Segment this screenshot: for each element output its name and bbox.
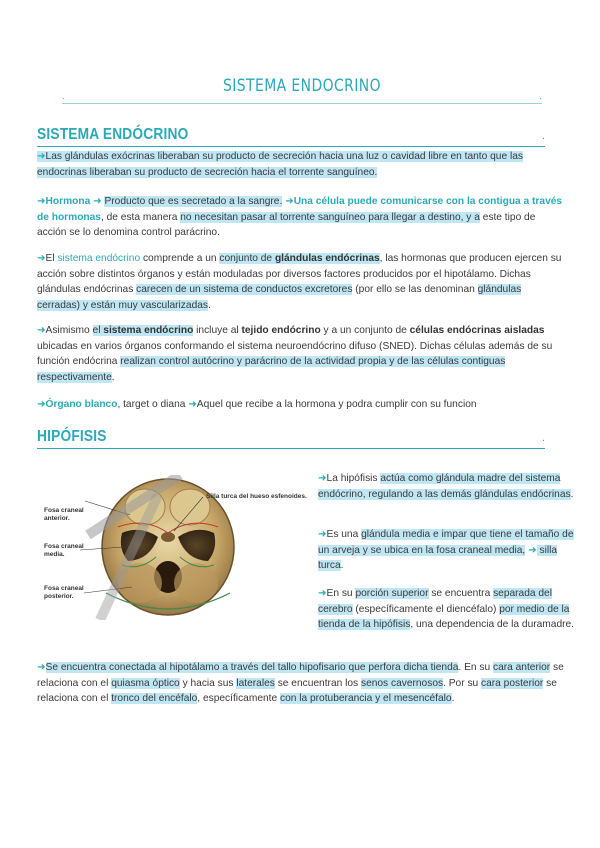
paragraph-glandula-media [318, 527, 576, 574]
arrow-right-icon: ➜ [318, 529, 327, 540]
p3-hl1-wrap [219, 253, 379, 264]
p6-hl3: quiasma óptico [111, 677, 180, 689]
p4-bold3: células endócrinas aisladas [409, 325, 545, 336]
heading-dot: . [541, 432, 545, 444]
p6-hl4: laterales [236, 677, 275, 689]
paragraph-glandulas [37, 149, 567, 180]
p4-bold1: sistema endócrino [103, 325, 194, 336]
p4-bold2: tejido endócrino [241, 325, 321, 336]
p3-f: . [208, 299, 211, 311]
p5-b: Aquel que recibe a la hormona y podra cumplir con su funcion [196, 399, 477, 410]
p6-e: . Por su [443, 677, 482, 689]
p4-a: Asimismo [45, 325, 93, 336]
title-row [62, 76, 542, 104]
r3-hl2: separada del cerebro [318, 588, 552, 615]
p6-b: se relaciona con el [37, 662, 564, 689]
page-title: SISTEMA ENDOCRINO [223, 76, 381, 96]
r2-hl1: glándula media e impar que tiene el tamaño de un arveja y se ubica en la fosa craneal media, [318, 529, 574, 556]
arrow-right-icon: ➜ [37, 196, 46, 207]
label-fosa-posterior: Fosa craneal posterior. [44, 585, 84, 600]
hormona-teal-text: Una célula puede comunicarse con la contigua a través de hormonas [37, 196, 563, 223]
arrow-right-icon: ➜ [37, 151, 46, 162]
arrow-right-icon: ➜ [37, 662, 46, 673]
p6-hl5: senos cavernosos [360, 677, 444, 689]
p5-a: , target o diana [117, 399, 189, 410]
p4-hl1-wrap [93, 325, 194, 336]
title-dot-left: . [62, 91, 65, 102]
p4-hl2: realizan control autócrino y parácrino de la actividad propia y de las células contiguas respectivamente [37, 356, 506, 383]
p6-hl7: tronco del encéfalo [111, 693, 198, 704]
label-fosa-anterior: Fosa craneal anterior. [44, 507, 84, 522]
heading-dot: . [541, 130, 545, 142]
p6-a: . En su [458, 662, 493, 673]
label-fosa-media: Fosa craneal media. [44, 543, 84, 558]
p4-d: ubicadas en varios órganos conformando el sistema neuroendócrino difuso (SNED). Dichas células además de su función endócrina [37, 340, 553, 367]
p6-g: , específicamente [197, 693, 280, 704]
section-heading-sistema-endocrino [37, 126, 545, 147]
r2-hl2: silla turca [318, 544, 558, 571]
paragraph-hipofisis-madre [318, 471, 576, 502]
p6-hl2: cara anterior [492, 662, 551, 673]
arrow-right-icon: ➜ [318, 588, 327, 599]
p6-f: se relaciona con el [37, 677, 557, 704]
label-silla-turca: Silla turca del hueso esfenoides. [206, 493, 307, 500]
p1-text: Las glándulas exócrinas liberaban su producto de secreción hacia una luz o cavidad libre en tanto que las endocrinas liberaban su producto de secreción hacia el torrente sanguíneo. [37, 151, 523, 178]
p3-hl3: glándulas cerradas) y están muy vascularizadas [37, 284, 522, 311]
skull-figure [40, 475, 312, 620]
p3-a: El [45, 253, 58, 264]
paragraph-hormona [37, 194, 567, 241]
p3-teal: sistema endócrino [57, 253, 141, 264]
r3-a: En su [326, 588, 356, 599]
hormona-definition: Producto que es secretado a la sangre. [104, 196, 283, 207]
p6-h: . [451, 693, 455, 704]
hormona-end: este tipo de acción se lo denomina control parácrino. [37, 211, 536, 238]
p6-hl1: Se encuentra conectada al hipotálamo a través del tallo hipofisario que perfora dicha tienda [45, 662, 459, 673]
arrow-right-icon: ➜ [188, 399, 197, 410]
p3-hl2: carecen de un sistema de conductos excretores [136, 284, 353, 295]
arrow-right-icon: ➜ [318, 473, 327, 484]
title-dot-right: . [539, 91, 542, 102]
p3-bold1: glándulas endócrinas [274, 253, 380, 264]
arrow-right-icon: ➜ [37, 399, 46, 410]
paragraph-porcion-superior [318, 586, 576, 633]
r1-hl: actúa como glándula madre del sistema endócrino, regulando a las demás glándulas endócrinas [318, 473, 571, 500]
section-heading-hipofisis [37, 428, 545, 449]
arrow-right-icon: ➜ [528, 544, 537, 556]
p3-c: , las hormonas que producen ejercen su acción sobre distintos órganos y están moduladas por diversos factores producidos por el hipotálamo [37, 253, 562, 280]
paragraph-conexion-hipotalamo [37, 660, 567, 707]
arrow-right-icon: ➜ [90, 196, 105, 207]
term-hormona: Hormona [45, 196, 91, 207]
paragraph-asimismo [37, 323, 567, 385]
p3-d: . Dichas glándulas endócrinas [37, 268, 531, 295]
p4-hl1: el [92, 325, 104, 336]
section-heading-text: SISTEMA ENDÓCRINO [37, 126, 189, 143]
p6-hl8: con la protuberancia y el mesencéfalo [279, 693, 452, 704]
paragraph-sistema [37, 251, 567, 313]
p4-e: . [111, 371, 115, 383]
p6-d: se encuentran los [274, 677, 361, 689]
r1-a: La hipófisis [326, 473, 381, 484]
p6-c: y hacia sus [179, 677, 237, 689]
arrow-right-icon: ➜ [37, 253, 46, 264]
title-underline [62, 103, 542, 104]
hormona-highlight: no necesitan pasar al torrente sanguíneo para llegar a destino, y a [180, 211, 480, 223]
p3-e: (por ello se las denominan [352, 284, 478, 295]
r3-hl1: porción superior [355, 588, 429, 599]
organo-blanco-term: Órgano blanco [45, 399, 118, 410]
arrow-right-icon: ➜ [285, 196, 294, 207]
r1-b: . [570, 488, 574, 500]
r2-b: . [340, 560, 344, 571]
r3-d: , una dependencia de la duramadre. [410, 619, 575, 630]
p6-hl6: cara posterior [481, 677, 544, 689]
p4-c: y a un conjunto de [320, 325, 410, 336]
r3-hl3: por medio de la tienda de la hipófisis [318, 603, 570, 630]
paragraph-organo-blanco [37, 397, 567, 413]
r2-a: Es una [326, 529, 362, 540]
p4-b: incluye al [193, 325, 242, 336]
arrow-right-icon: ➜ [37, 325, 46, 336]
section-heading-text: HIPÓFISIS [37, 428, 107, 445]
hormona-mid: , de esta manera [100, 211, 181, 223]
p3-b: comprende a un [140, 253, 220, 264]
r3-c: (específicamente el diencéfalo) [352, 603, 500, 615]
r3-b: se encuentra [428, 588, 494, 599]
p3-hl1: conjunto de [219, 253, 275, 264]
